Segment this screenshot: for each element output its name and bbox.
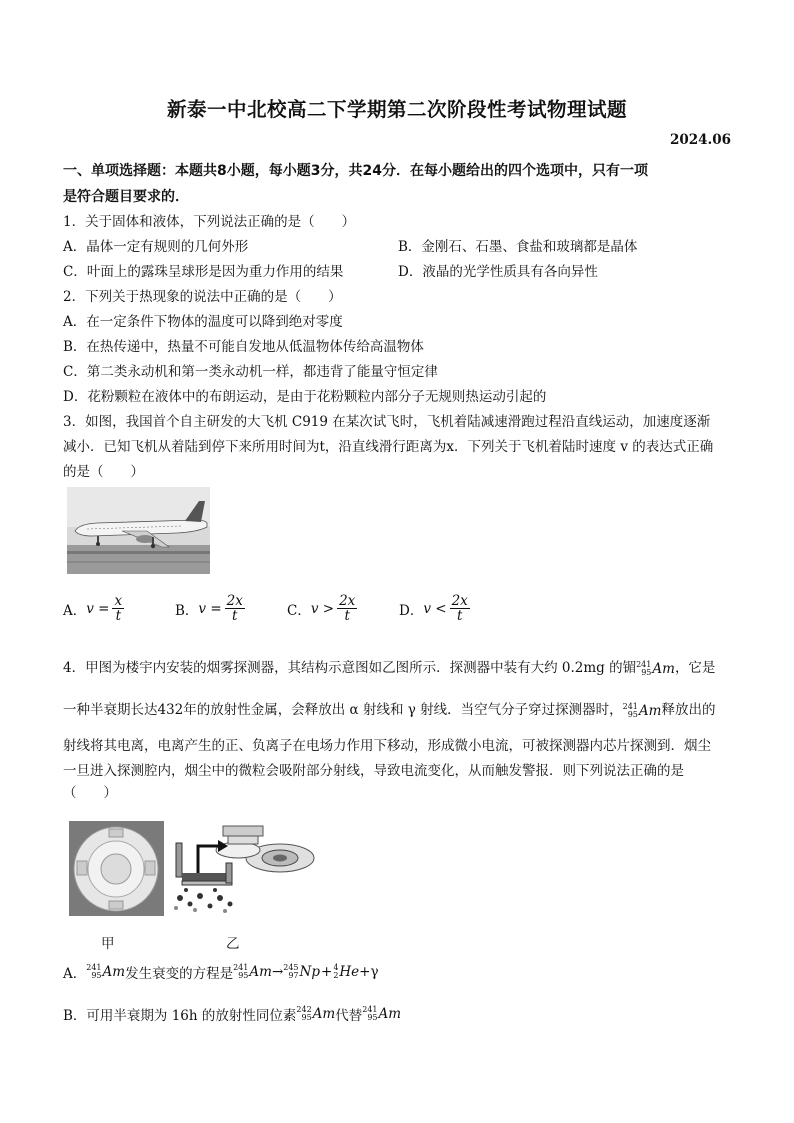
q4-stem-line3: 射线将其电离，电离产生的正、负离子在电场力作用下移动，形成微小电流，可被探测器内芯片探测到．烟尘 (63, 738, 711, 754)
caption-jia: 甲 (101, 936, 115, 952)
q2-option-d: D．花粉颗粒在液体中的布朗运动，是由于花粉颗粒内部分子无规则热运动引起的 (63, 389, 547, 405)
q2-option-c: C．第二类永动机和第一类永动机一样，都违背了能量守恒定律 (63, 364, 438, 380)
q3-option-a: A． v = $\frac{x}{t}$ (63, 593, 123, 625)
q1-stem: 1．关于固体和液体，下列说法正确的是（ ） (63, 214, 356, 230)
page-title: 新泰一中北校高二下学期第二次阶段性考试物理试题 (166, 98, 627, 121)
q3-stem-line3: 的是（ ） (63, 464, 144, 480)
caption-yi: 乙 (226, 936, 240, 952)
q3-stem-line1: 3．如图，我国首个自主研发的大飞机 C919 在某次试飞时，飞机着陆减速滑跑过程沿直线运动，加速度逐渐 (63, 414, 711, 430)
section-heading-line2: 是符合题目要求的． (63, 189, 189, 205)
q2-stem: 2．下列关于热现象的说法中正确的是（ ） (63, 289, 342, 305)
q4-option-b: B．可用半衰期为 16h 的放射性同位素 242 95 Am 代替 241 95 Am (63, 1005, 402, 1024)
am241-isotope: 241 95 Am (622, 701, 662, 719)
am241-isotope: 241 95 Am (362, 1005, 402, 1022)
q4-option-a: A． 241 95 Am 发生衰变的方程是 241 95 Am → 245 97 Np + 4 2 He +γ (63, 963, 379, 982)
q1-option-c: C．叶面上的露珠呈球形是因为重力作用的结果 (63, 264, 344, 280)
q1-option-d: D．液晶的光学性质具有各向异性 (398, 264, 598, 280)
am241-isotope: 241 95 Am (636, 659, 675, 677)
smoke-detector-photo (69, 821, 164, 916)
q4-stem-line5: （ ） (63, 785, 117, 801)
q4-stem-line2: 一种半衰期长达432年的放射性金属，会释放出 α 射线和 γ 射线．当空气分子穿过探测器时， 241 95 Am 释放出的 (63, 701, 716, 719)
section-heading-line1: 一、单项选择题：本题共8小题，每小题3分，共24分．在每小题给出的四个选项中，只有一项 (63, 163, 648, 179)
detector-structure-diagram (168, 818, 318, 916)
exam-date: 2024.06 (669, 132, 731, 148)
am241-isotope: 241 95 Am (86, 963, 126, 980)
q3-stem-line2: 减小．已知飞机从着陆到停下来所用时间为t，沿直线滑行距离为x．下列关于飞机着陆时速度 v 的表达式正确 (63, 439, 714, 455)
am241-isotope: 241 95 Am (233, 963, 272, 980)
airplane-photo (67, 487, 210, 574)
q3-option-c: C． v > $\frac{2x}{t}$ (287, 593, 356, 625)
q2-option-a: A．在一定条件下物体的温度可以降到绝对零度 (63, 314, 343, 330)
q1-option-a: A．晶体一定有规则的几何外形 (63, 239, 249, 255)
am242-isotope: 242 95 Am (296, 1005, 336, 1022)
he4-isotope: 4 2 He (333, 963, 360, 980)
q2-option-b: B．在热传递中，热量不可能自发地从低温物体传给高温物体 (63, 339, 424, 355)
np245-isotope: 245 97 Np (283, 963, 320, 980)
q4-stem-line1: 4．甲图为楼宇内安装的烟雾探测器，其结构示意图如乙图所示．探测器中装有大约 0.2mg 的镅 241 95 Am ，它是 (63, 659, 716, 677)
q3-option-b: B． v = $\frac{2x}{t}$ (175, 593, 243, 625)
q1-option-b: B．金刚石、石墨、食盐和玻璃都是晶体 (398, 239, 638, 255)
q3-option-d: D． v < $\frac{2x}{t}$ (399, 593, 468, 625)
q4-stem-line4: 一旦进入探测腔内，烟尘中的微粒会吸附部分射线，导致电流变化，从而触发警报．则下列说法正确的是 (63, 763, 684, 779)
